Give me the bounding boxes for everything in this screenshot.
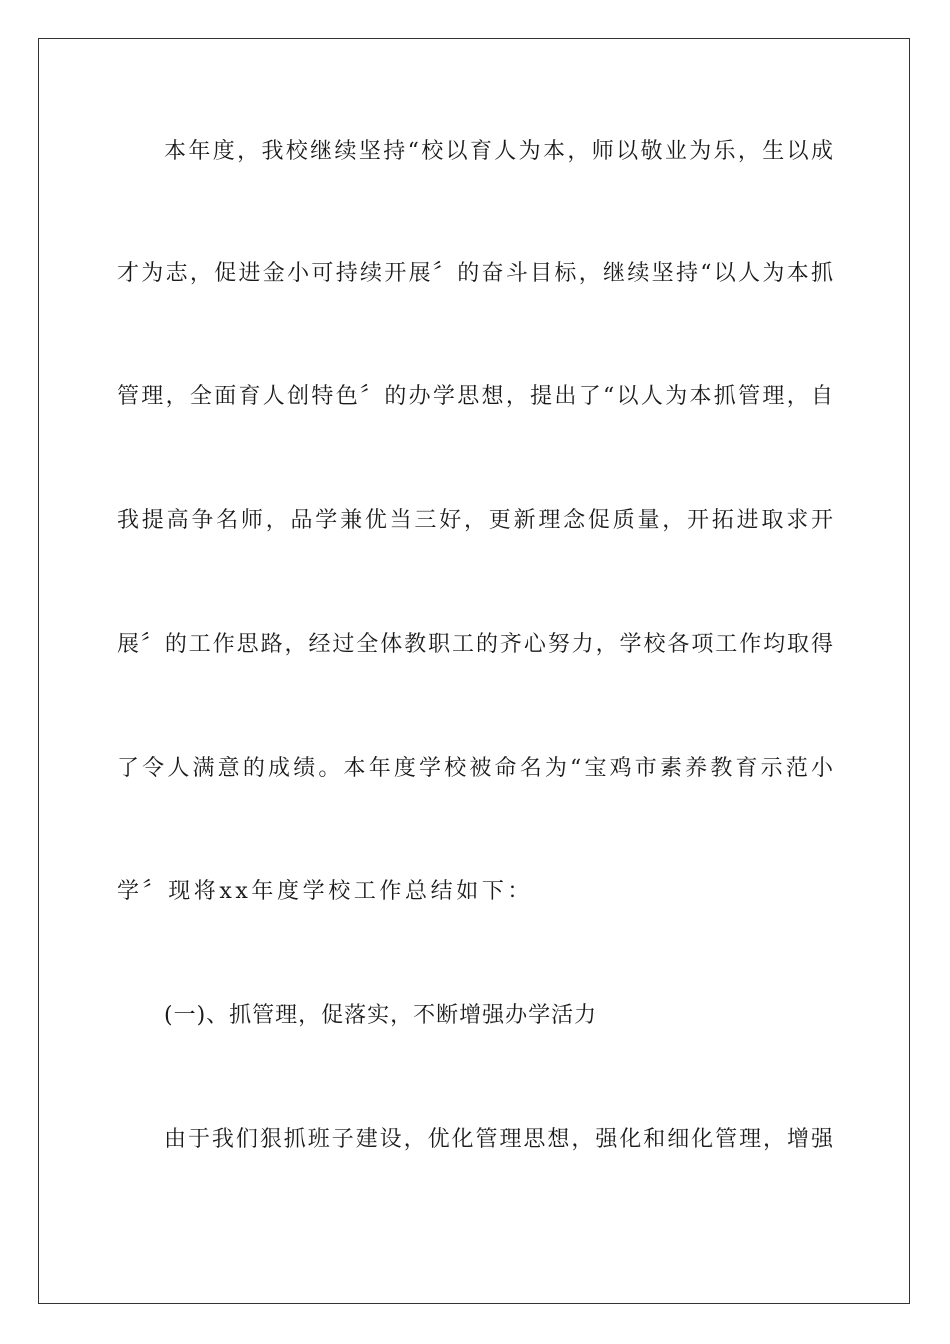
paragraph-line-7: 学〞现将xx年度学校工作总结如下： (117, 879, 534, 904)
paragraph-line-1: 本年度，我校继续坚持“校以育人为本，师以敬业为乐，生以成 (164, 139, 833, 164)
section-heading: (一)、抓管理，促落实，不断增强办学活力 (164, 1003, 598, 1028)
paragraph-line-8: 由于我们狠抓班子建设，优化管理思想，强化和细化管理，增强 (164, 1127, 833, 1152)
paragraph-line-2: 才为志，促进金小可持续开展〞的奋斗目标，继续坚持“以人为本抓 (117, 261, 833, 286)
paragraph-line-3: 管理，全面育人创特色〞的办学思想，提出了“以人为本抓管理，自 (117, 384, 833, 409)
page-border (38, 38, 910, 1304)
paragraph-line-5: 展〞的工作思路，经过全体教职工的齐心努力，学校各项工作均取得 (117, 632, 833, 657)
paragraph-line-6: 了令人满意的成绩。本年度学校被命名为“宝鸡市素养教育示范小 (117, 756, 833, 781)
paragraph-line-4: 我提高争名师，品学兼优当三好，更新理念促质量，开拓进取求开 (117, 508, 833, 533)
